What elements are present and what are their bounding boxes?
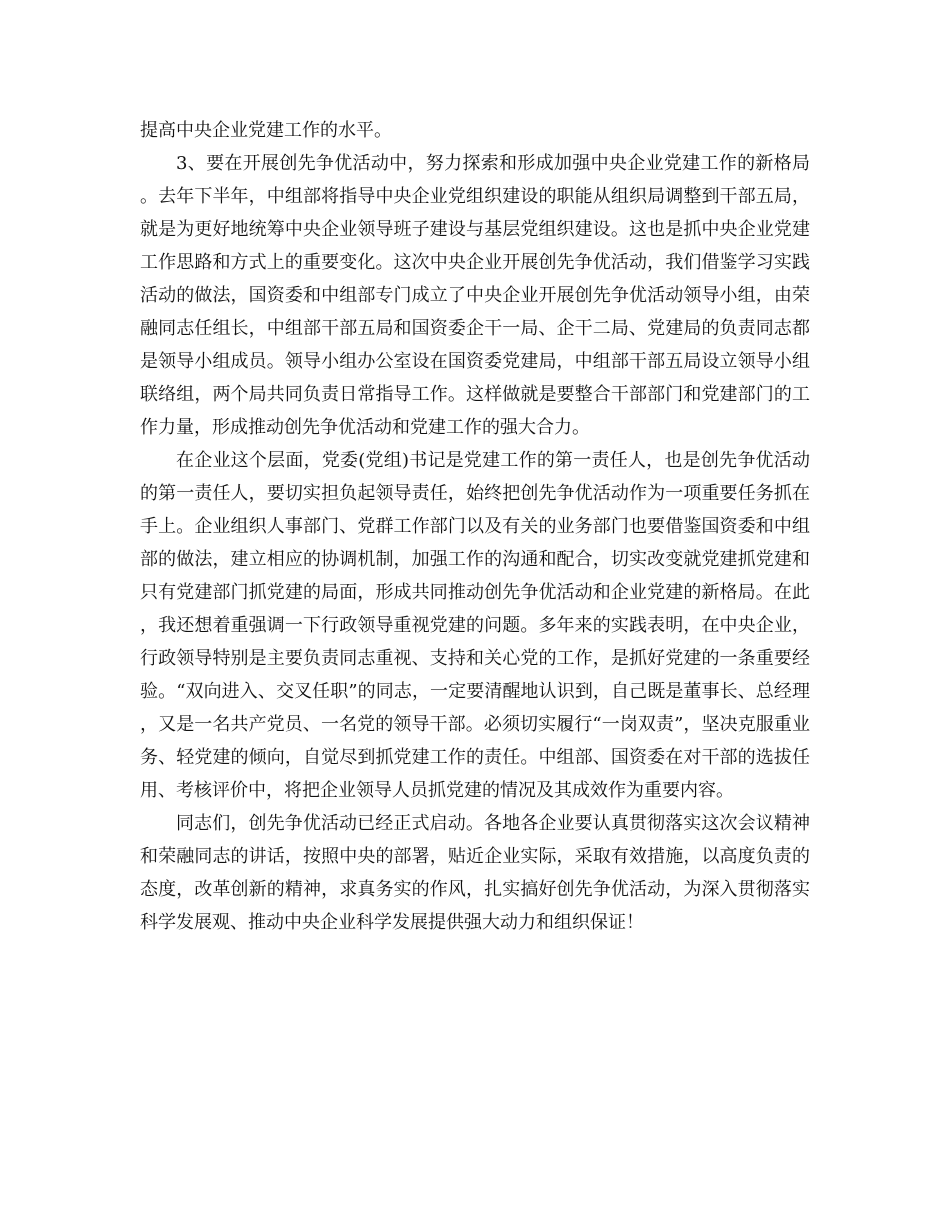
paragraph-enterprise-level: 在企业这个层面，党委(党组)书记是党建工作的第一责任人，也是创先争优活动的第一责任人，要切实担负起领导责任，始终把创先争优活动作为一项重要任务抓在手上。企业组织人事部门、党群工作部门以及有关的业务部门也要借鉴国资委和中组部的做法，建立相应的协调机制，加强工作的沟通和配合，切实改变就党建抓党建和只有党建部门抓党建的局面，形成共同推动创先争优活动和企业党建的新格局。在此，我还想着重强调一下行政领导重视党建的问题。多年来的实践表明，在中央企业，行政领导特别是主要负责同志重视、支持和关心党的工作，是抓好党建的一条重要经验。“双向进入、交叉任职”的同志，一定要清醒地认识到，自己既是董事长、总经理，又是一名共产党员、一名党的领导干部。必须切实履行“一岗双责”，坚决克服重业务、轻党建的倾向，自觉尽到抓党建工作的责任。中组部、国资委在对干部的选拔任用、考核评价中，将把企业领导人员抓党建的情况及其成效作为重要内容。 — [140, 450, 810, 801]
paragraph-closing: 同志们，创先争优活动已经正式启动。各地各企业要认真贯彻落实这次会议精神和荣融同志的讲话，按照中央的部署，贴近企业实际，采取有效措施，以高度负责的态度，改革创新的精神，求真务实的作风，扎实搞好创先争优活动，为深入贯彻落实科学发展观、推动中央企业科学发展提供强大动力和组织保证！ — [140, 813, 810, 933]
document-page — [140, 114, 810, 939]
paragraph-new-pattern: 3、要在开展创先争优活动中，努力探索和形成加强中央企业党建工作的新格局。去年下半年，中组部将指导中央企业党组织建设的职能从组织局调整到干部五局，就是为更好地统筹中央企业领导班子建设与基层党组织建设。这也是抓中央企业党建工作思路和方式上的重要变化。这次中央企业开展创先争优活动，我们借鉴学习实践活动的做法，国资委和中组部专门成立了中央企业开展创先争优活动领导小组，由荣融同志任组长，中组部干部五局和国资委企干一局、企干二局、党建局的负责同志都是领导小组成员。领导小组办公室设在国资委党建局，中组部干部五局设立领导小组联络组，两个局共同负责日常指导工作。这样做就是要整合干部部门和党建部门的工作力量，形成推动创先争优活动和党建工作的强大合力。 — [140, 153, 810, 438]
paragraph-continuation: 提高中央企业党建工作的水平。 — [140, 120, 392, 141]
